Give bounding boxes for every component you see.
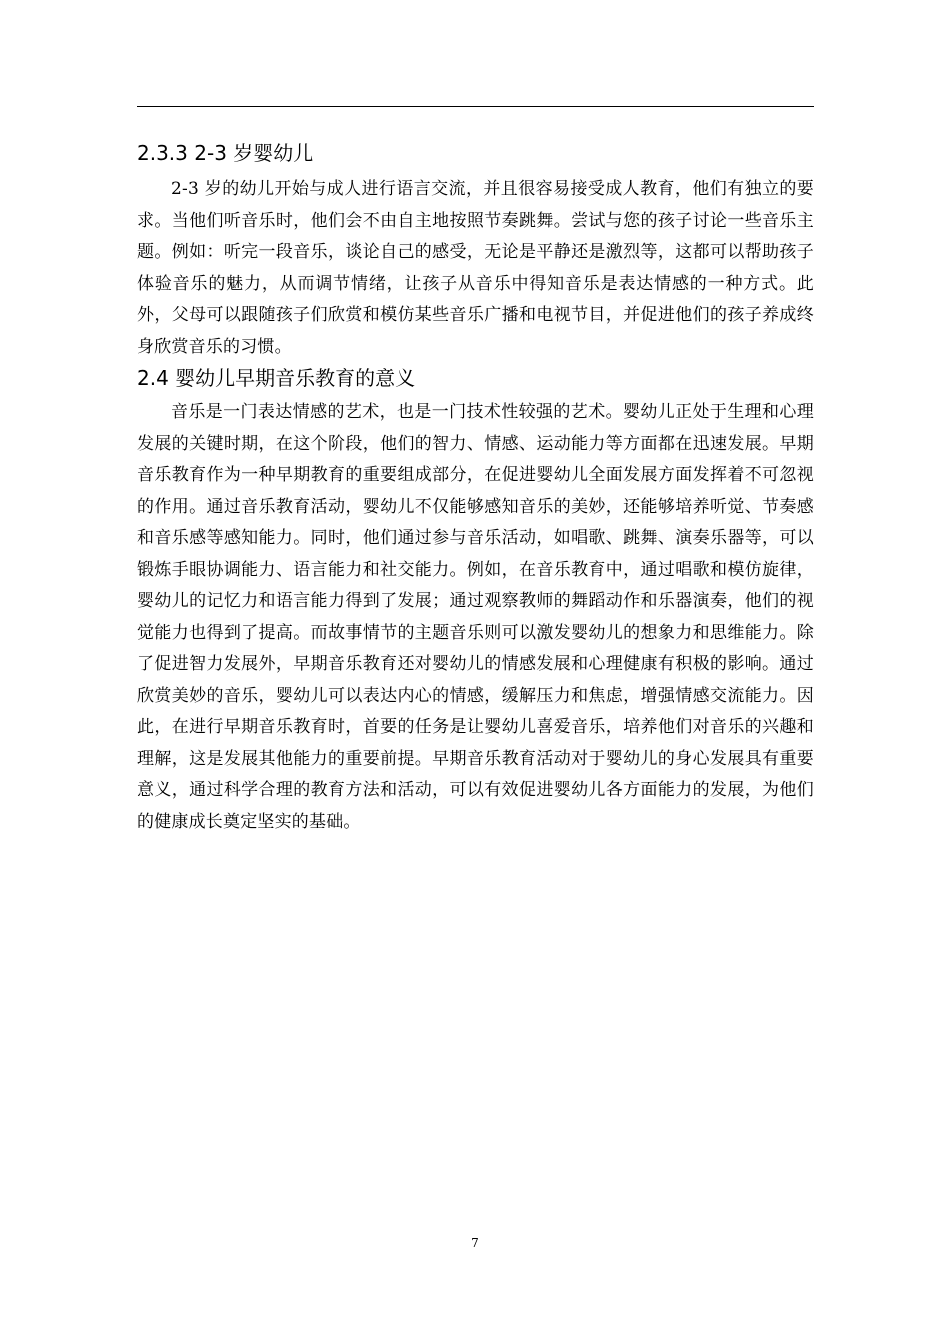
section-paragraph-2-4: 音乐是一门表达情感的艺术，也是一门技术性较强的艺术。婴幼儿正处于生理和心理发展的关键时期，在这个阶段，他们的智力、情感、运动能力等方面都在迅速发展。早期音乐教育作为一种早期教育的重要组成部分，在促进婴幼儿全面发展方面发挥着不可忽视的作用。通过音乐教育活动，婴幼儿不仅能够感知音乐的美妙，还能够培养听觉、节奏感和音乐感等感知能力。同时，他们通过参与音乐活动，如唱歌、跳舞、演奏乐器等，可以锻炼手眼协调能力、语言能力和社交能力。例如，在音乐教育中，通过唱歌和模仿旋律，婴幼儿的记忆力和语言能力得到了发展；通过观察教师的舞蹈动作和乐器演奏，他们的视觉能力也得到了提高。而故事情节的主题音乐则可以激发婴幼儿的想象力和思维能力。除了促进智力发展外，早期音乐教育还对婴幼儿的情感发展和心理健康有积极的影响。通过欣赏美妙的音乐，婴幼儿可以表达内心的情感，缓解压力和焦虑，增强情感交流能力。因此，在进行早期音乐教育时，首要的任务是让婴幼儿喜爱音乐，培养他们对音乐的兴趣和理解，这是发展其他能力的重要前提。早期音乐教育活动对于婴幼儿的身心发展具有重要意义，通过科学合理的教育方法和活动，可以有效促进婴幼儿各方面能力的发展，为他们的健康成长奠定坚实的基础。 — [137, 402, 814, 832]
section-heading-2-4: 2.4 婴幼儿早期音乐教育的意义 — [137, 366, 416, 390]
page-content — [137, 138, 814, 838]
header-rule — [137, 106, 814, 107]
page-number: 7 — [471, 1236, 479, 1250]
section-paragraph-2-3-3: 2-3 岁的幼儿开始与成人进行语言交流，并且很容易接受成人教育，他们有独立的要求。当他们听音乐时，他们会不由自主地按照节奏跳舞。尝试与您的孩子讨论一些音乐主题。例如：听完一段音乐，谈论自己的感受，无论是平静还是激烈等，这都可以帮助孩子体验音乐的魅力，从而调节情绪，让孩子从音乐中得知音乐是表达情感的一种方式。此外，父母可以跟随孩子们欣赏和模仿某些音乐广播和电视节目，并促进他们的孩子养成终身欣赏音乐的习惯。 — [137, 179, 814, 357]
section-heading-2-3-3: 2.3.3 2-3 岁婴幼儿 — [137, 141, 314, 165]
